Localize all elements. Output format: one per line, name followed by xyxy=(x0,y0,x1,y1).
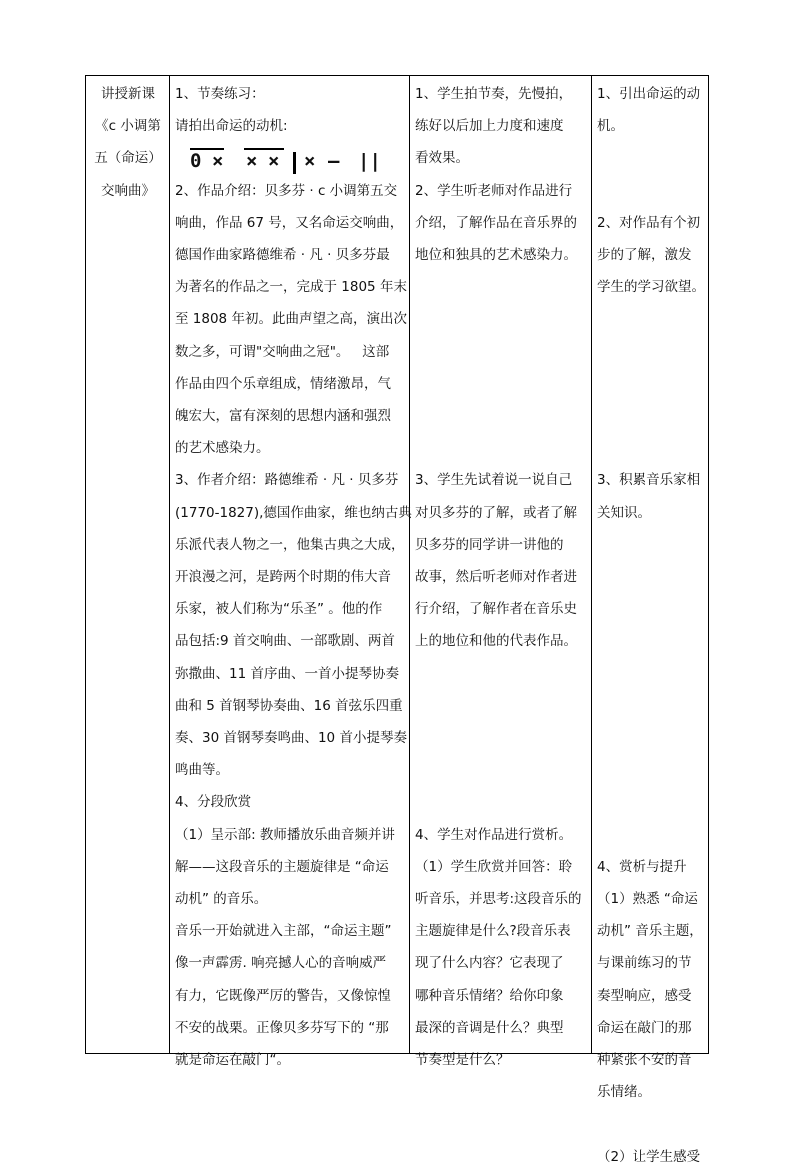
bar-line xyxy=(293,152,296,174)
rhythm-note: × xyxy=(246,150,258,172)
text-line: 4、学生对作品进行赏析。 xyxy=(415,826,573,843)
rhythm-dash: — xyxy=(328,150,340,172)
section-title-cell xyxy=(86,76,170,1054)
text-line: 1、学生拍节奏，先慢拍， xyxy=(415,86,573,102)
text-line: 故事，然后听老师对作者进 xyxy=(415,569,577,585)
text-line: 开浪漫之河，是跨两个时期的伟大音 xyxy=(175,569,391,585)
table-row xyxy=(86,76,709,1054)
text-line: 就是命运在敲门“。 xyxy=(175,1052,290,1068)
text-line: 奏、30 首钢琴奏鸣曲、10 首小提琴奏 xyxy=(175,730,407,746)
text-line: 对贝多芬的了解，或者了解 xyxy=(415,504,577,521)
text-line: 2、作品介绍：贝多芬 · c 小调第五交 xyxy=(175,182,398,199)
text-line: 命运在敲门的那 xyxy=(597,1019,692,1036)
rhythm-note: × xyxy=(304,150,316,172)
teaching-content-cell xyxy=(170,76,412,1068)
text-line: 最深的音调是什么？典型 xyxy=(415,1019,564,1036)
text-line: 像一声霹雳. 响亮撼人心的音响威严 xyxy=(175,955,387,972)
text-line: 1、引出命运的动 xyxy=(597,86,701,102)
text-line: 为著名的作品之一，完成于 1805 年末 xyxy=(175,279,407,296)
text-line: 2、对作品有个初 xyxy=(597,214,701,231)
text-line: 介绍，了解作品在音乐界的 xyxy=(415,214,577,231)
rhythm-rest: 0 xyxy=(190,150,202,172)
text-line: 乐情绪。 xyxy=(597,1084,651,1101)
text-line: 3、作者介绍：路德维希 · 凡 · 贝多芬 xyxy=(175,472,399,489)
text-line: 乐派代表人物之一，他集古典之大成， xyxy=(175,536,405,553)
text-line: 动机” 的音乐。 xyxy=(175,891,268,907)
text-line: 1、节奏练习： xyxy=(175,86,265,102)
text-line: 哪种音乐情绪？给你印象 xyxy=(415,987,564,1004)
text-line: 地位和独具的艺术感染力。 xyxy=(415,247,577,263)
text-line: 4、赏析与提升 xyxy=(597,858,687,875)
text-line: 机。 xyxy=(597,118,624,135)
text-line: 有力，它既像严厉的警告，又像惊惶 xyxy=(175,987,391,1004)
text-line: 动机” 音乐主题， xyxy=(597,923,703,940)
text-line: 练好以后加上力度和速度 xyxy=(415,118,564,135)
text-line: 乐家，被人们称为“乐圣” 。他的作 xyxy=(175,601,383,618)
lesson-plan-table xyxy=(85,75,709,1165)
text-line: 不安的战栗。正像贝多芬写下的 “那 xyxy=(175,1019,389,1036)
text-line: 贝多芬的同学讲一讲他的 xyxy=(415,536,564,553)
text-line: 学生的学习欲望。 xyxy=(597,279,705,296)
text-line: （1）熟悉 “命运 xyxy=(597,891,698,907)
text-line: 奏型响应，感受 xyxy=(597,987,692,1004)
text-line: 听音乐，并思考:这段音乐的 xyxy=(415,891,582,907)
text-line: 看效果。 xyxy=(415,150,469,167)
text-line: （1）呈示部: 教师播放乐曲音频并讲 xyxy=(175,826,395,843)
text-line: 4、分段欣赏 xyxy=(175,794,252,811)
text-line: 主题旋律是什么?段音乐表 xyxy=(415,923,571,940)
text-line: 关知识。 xyxy=(597,504,651,521)
text-line: 种紧张不安的音 xyxy=(597,1052,692,1068)
text-line: 品包括:9 首交响曲、一部歌剧、两首 xyxy=(175,633,395,650)
text-line: 3、积累音乐家相 xyxy=(597,472,701,489)
text-line: 《c 小调第 xyxy=(95,118,161,135)
text-line: 3、学生先试着说一说自己 xyxy=(415,472,573,489)
final-bar-line: || xyxy=(358,150,381,172)
text-line: 曲和 5 首钢琴协奏曲、16 首弦乐四重 xyxy=(175,697,403,714)
text-line: 与课前练习的节 xyxy=(597,955,692,972)
text-line: 至 1808 年初。此曲声望之高，演出次 xyxy=(175,311,407,328)
text-line: 2、学生听老师对作品进行 xyxy=(415,182,573,199)
text-line: 数之多，可谓"交响曲之冠"。 这部 xyxy=(175,343,390,360)
text-line: （1）学生欣赏并回答：聆 xyxy=(415,858,573,875)
text-line: （2）让学生感受 xyxy=(597,1148,701,1165)
text-line: 作品由四个乐章组成，情绪激昂，气 xyxy=(175,375,391,392)
text-line: 交响曲》 xyxy=(101,182,155,199)
text-line: 解——这段音乐的主题旋律是 “命运 xyxy=(175,858,389,875)
text-line: 步的了解，激发 xyxy=(597,247,692,263)
text-line: 行介绍，了解作者在音乐史 xyxy=(415,601,577,618)
text-line: 请拍出命运的动机: xyxy=(175,118,288,135)
text-line: 音乐一开始就进入主部，“命运主题” xyxy=(175,923,392,940)
rhythm-beam xyxy=(190,148,224,150)
text-line: 讲授新课 xyxy=(101,86,155,102)
rhythm-note: × xyxy=(268,150,280,172)
text-line: 现了什么内容？它表现了 xyxy=(415,955,564,972)
text-line: 节奏型是什么？ xyxy=(415,1052,510,1068)
text-line: (1770-1827),德国作曲家，维也纳古典 xyxy=(175,504,412,521)
student-activity-cell xyxy=(410,76,592,1068)
text-line: 上的地位和他的代表作品。 xyxy=(415,633,577,650)
design-intent-cell xyxy=(592,76,709,1165)
rhythm-notation xyxy=(190,146,390,178)
text-line: 的艺术感染力。 xyxy=(175,440,270,457)
text-line: 五（命运） xyxy=(94,150,162,167)
rhythm-beam xyxy=(244,148,284,150)
text-line: 德国作曲家路德维希 · 凡 · 贝多芬最 xyxy=(175,247,390,263)
text-line: 鸣曲等。 xyxy=(175,762,229,779)
text-line: 弥撒曲、11 首序曲、一首小提琴协奏 xyxy=(175,665,399,682)
text-line: 响曲，作品 67 号，又名命运交响曲， xyxy=(175,214,404,231)
text-line: 魄宏大，富有深刻的思想内涵和强烈 xyxy=(175,408,391,424)
rhythm-note: × xyxy=(212,150,224,172)
